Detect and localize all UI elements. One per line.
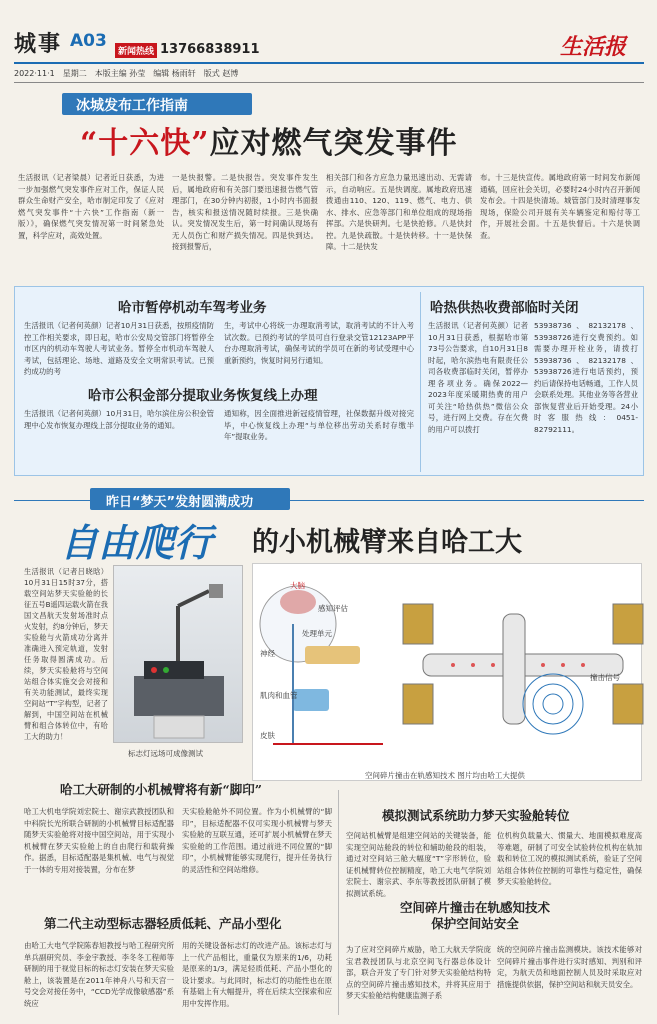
story3-title: 哈市公积金部分提取业务恢复线上办理 [88,388,318,404]
story1-col4: 布。十三是快宣传。属地政府第一时间发布新闻通稿，回应社会关切，必要时24小时内召开新闻发布会。十四是快清场。城管部门及时清理事发现场，保险公司开展有关车辆鉴定和赔付等工作，开展社会面。十五是快督后。十六是快调查。 [480,173,640,240]
story1-col3: 相关部门和各方应急力量迅速出动、无需请示，自动响应。五是快调度。属地政府迅速拨通由110、120、119、燃气、电力、供水、排水、应急等部门和单位组成的现场指挥部。六是快研判。七是快抢修。八是快封控。九是快疏散。十是快转移。十一是快保障。十二是快发 [326,173,472,251]
column-divider [338,790,339,1015]
box-divider [420,292,421,472]
sub4-col1: 为了应对空间碎片威胁，哈工大航天学院庞宝君教授团队与北京空间飞行器总体设计部，联合开发了专门针对梦天实验舱结构特点的空间碎片撞击感知技术，并将其应用于梦天实验舱结构健康监测子系 [346,945,491,1000]
headline-black-part: 应对燃气突发事件 [209,126,458,161]
hotline-number: 13766838911 [160,42,260,57]
diagram-label-signal: 撞击信号 [590,673,620,682]
sub1-col1: 哈工大机电学院刘宏院士、谢宗武教授团队和中科院长光所联合研制的小机械臂目标适配器随梦天实验舱将对接中国空间站，用于实现小机械臂在梦天实验舱上的自由爬行和载荷操作。据悉，目标适配器是集机械、电气与视觉于一体的专用对接装置，分布在梦 [24,807,174,874]
sub3-col1: 空间站机械臂是组建空间站的关键装备，能实现空间站舱段的转位和辅助舱段的组装，通过对空间站三舱大幅度“T”字形转位，验证机械臂转位控制精度，哈工大电气学院刘宏院士、谢宗武、李东等教授团队研制了模拟测试系统。 [346,831,491,898]
space-station-diagram [252,563,642,781]
sub3-col2: 位机构负载量大、惯量大、地面模拟难度高等难题，研制了可安全试验转位机构在轨加载和转位工况的模拟测试系统，验证了空间站组合体转位控制的可靠性与稳定性，确保梦天实验舱转位。 [497,831,642,886]
story5-headline-black: 的小机械臂来自哈工大 [252,527,522,558]
sub4-col2: 统的空间碎片撞击监测模块。该技术能够对空间碎片撞击事件进行实时感知、判别和评定，为航天员和地面控制人员及时采取应对措施提供依据，保护空间站和航天员安全。 [497,945,642,989]
diagram-label-eval: 感知评估 [318,604,348,613]
story1-kicker: 冰城发布工作指南 [62,93,252,115]
sub3-title: 模拟测试系统助力梦天实验舱转位 [382,808,570,823]
sub2-col2: 用的关键设备标志灯的改进产品。该标志灯与上一代产品相比，重量仅为原来的1/6，功耗是原来的1/3，满足轻质低耗、产品小型化的设计要求。与此同时，标志灯的功能性也在原有基础上有大幅提升，将在后续太空探索和应用中发挥作用。 [182,941,332,1008]
headline-red-part: “十六快” [80,126,210,161]
story4-col1: 生活报讯（记者何英颜）记者10月31日获悉，根据哈市第73号公告要求，自10月31日8时起，哈尔滨热电有限责任公司各收费部临时关闭，暂停办理各项业务。确保2022—2023年度采暖期热费的用户可关注“哈热供热”微信公众号，进行网上交费。存在欠费的用户可以拨打 [428,321,528,434]
story5-lead: 生活报讯（记者吕晓晗）10月31日15时37分，搭载空间站梦天实验舱的长征五号B遥四运载火箭在我国文昌航天发射场准时点火发射，约8分钟后，梦天实验舱与火箭成功分离并准确进入预定轨道，发射任务取得圆满成功。后续，梦天实验舱将与空间站组合体实施交会对接和有关功能测试，最终实现空间站“T”字构型，记者了解到，中国空间站在机械臂和组合体转位中，有哈工大的助力！ [24,567,108,741]
story2-title: 哈市暂停机动车驾考业务 [118,300,267,316]
sub2-col1: 由哈工大电气学院陈春旭教授与哈工程研究所单兵副研究员、李金宇教授、李冬冬工程师等研制的用于视觉目标的标志灯安装在梦天实验舱上，该装置是在2011年神舟八号和天宫一号交会对接任务中，“CCD光学成像敏感器”系统应 [24,941,174,1008]
story1-headline [80,118,458,162]
page-number: A03 [70,31,107,51]
story2-col2: 生，考试中心将统一办理取消考试，取消考试的不计入考试次数。已预约考试的学员可自行登录交管12123APP平台办理取消考试，确保考试的学员可在新的考试受理中心重新预约，恢复时间另行通知。 [224,321,414,365]
sub1-title: 哈工大研制的小机械臂将有新“脚印” [60,782,262,797]
divider [14,82,644,83]
diagram-label-brain: 大脑 [290,581,305,590]
diagram-label-muscle: 肌肉和血管 [260,691,298,700]
section-title: 城事 [14,32,63,57]
story5-headline-blue: 自由爬行 [60,520,213,565]
sub4-title: 空间碎片撞击在轨感知技术 保护空间站安全 [400,900,551,931]
hotline-badge: 新闻热线 [115,43,157,58]
sub1-col2: 天实验舱舱外不同位置。作为小机械臂的“脚印”，目标适配器不仅可实现小机械臂与梦天实验舱的互联互通，还可扩展小机械臂在梦天实验舱的工作范围。通过前进不同位置的“脚印”，小机械臂能够实现爬行，提升任务执行的灵活性和空间站维修。 [182,807,332,874]
robot-arm-photo [113,565,243,743]
photo-caption: 标志灯远场可成像测试 [128,749,203,758]
story1-col1: 生活报讯（记者梁晨）记者近日获悉，为进一步加强燃气突发事件应对工作，保证人民群众生命财产安全，哈市制定印发了《应对燃气突发事件“十六快”工作指南（新一版）》，确保燃气突发情况第一时间紧急处置，科学应对，高效处置。 [18,173,164,240]
story4-col2: 53938736、82132178、53938726进行交费预约。如需要办理开栓业务，请拨打53938736、82132178、53938726进行电话预约，预约后请保持电话畅通，工作人员会联系处理。其他业务等各营业部恢复营业后开始受理。24小时客服热线：0451-82792111。 [534,321,638,434]
story4-title: 哈热供热收费部临时关闭 [430,300,579,316]
diagram-caption: 空间碎片撞击在轨感知技术 图片均由哈工大提供 [365,771,525,780]
diagram-label-unit: 处理单元 [302,629,332,638]
sub2-title: 第二代主动型标志器轻质低耗、产品小型化 [44,916,282,931]
newspaper-logo: 生活报 [560,34,627,60]
diagram-label-skin: 皮肤 [260,731,275,740]
dateline: 2022·11·1 星期二 本版主编 孙莹 编辑 杨雨轩 版式 赵博 [14,69,239,78]
diagram-label-nerve: 神经 [260,649,275,658]
story3-col1: 生活报讯（记者何英颜）10月31日，哈尔滨住房公积金管理中心发布恢复办理线上部分提取业务的通知。 [24,409,214,430]
header-rule [14,62,644,64]
story3-col2: 通知称，因全面推进新冠疫情管理，社保数据升级对接完毕，中心恢复线上办理“与单位移出劳动关系时存缴半年”提取业务。 [224,409,414,441]
story1-col2: 一是快报警。二是快报告。突发事件发生后，属地政府和有关部门要迅速报告燃气管理部门，在30分钟内初报，1小时内书面报告，核实和报送情况随时续报。三是快确认。突发情况发生后，第一时间确认现场有无人员伤亡和财产损失情况。四是快到达。接到报警后， [172,173,318,251]
story2-col1: 生活报讯（记者何英颜）记者10月31日获悉，按照疫情防控工作相关要求，即日起，哈市公安局交管部门将暂停全市区内的机动车驾驶人考试业务。暂停全市机动车驾驶人考试，包括理论、场地、道路及安全文明常识考试。已预约成功的考 [24,321,214,376]
story5-kicker: 昨日“梦天”发射圆满成功 [90,488,290,510]
